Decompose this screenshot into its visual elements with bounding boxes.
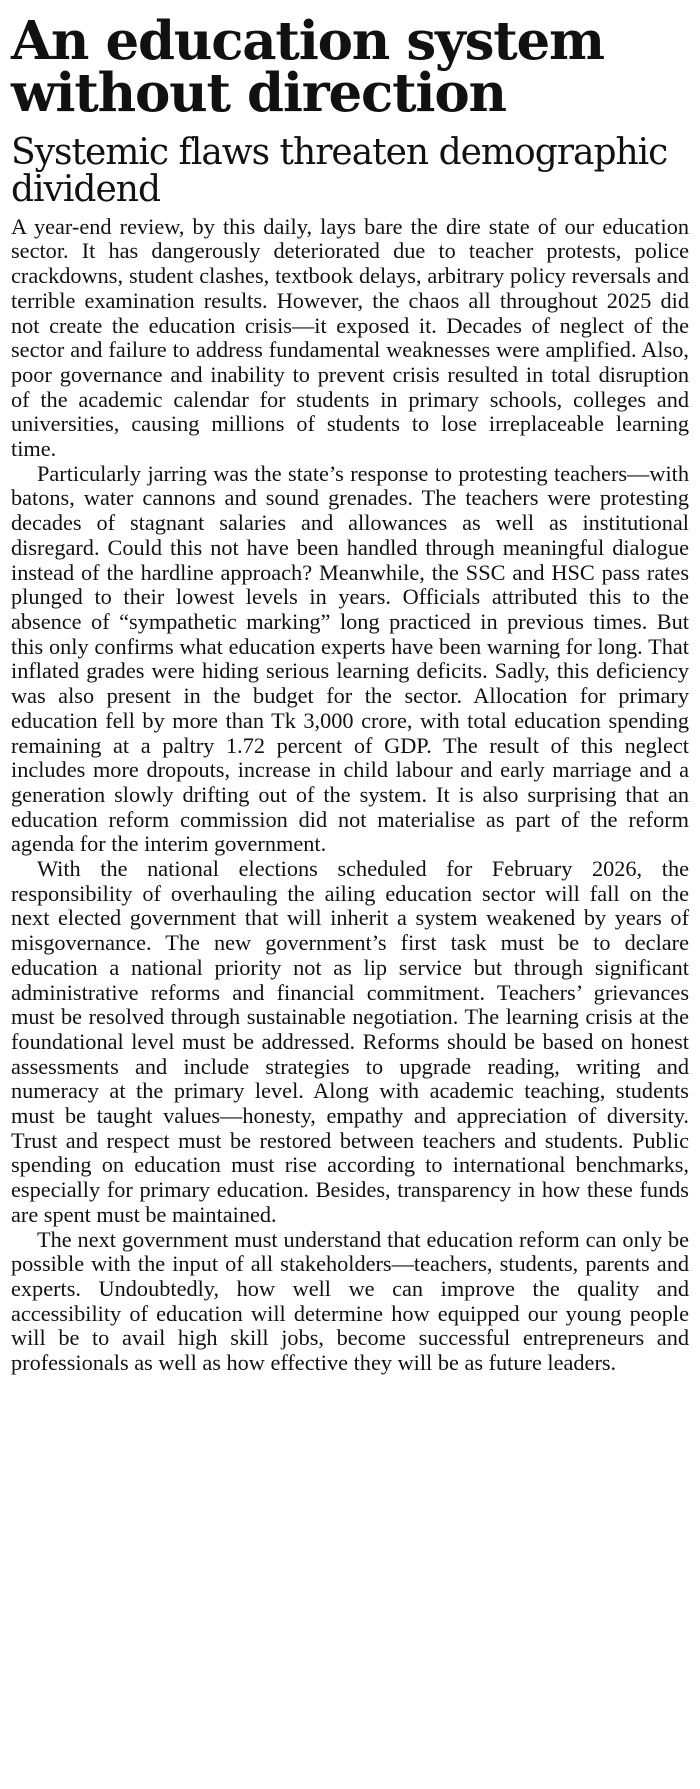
subheadline: Systemic flaws threaten demographic dividend bbox=[11, 131, 668, 211]
headline: An education system without direction bbox=[11, 10, 604, 124]
body-paragraph-2: Particularly jarring was the state’s response to protesting teachers—with batons, water cannons and sound grenades. The teachers were protesting decades of stagnant salaries and allowances as well as institutional disregard. Could this not have been handled through meaningful dialogue instead of the hardline approach? Meanwhile, the SSC and HSC pass rates plunged to their lowest levels in years. Officials attributed this to the absence of “sympathetic marking” long practiced in previous times. But this only confirms what education experts have been warning for long. That inflated grades were hiding serious learning deficits. Sadly, this deficiency was also present in the budget for the sector. Allocation for primary education fell by more than Tk 3,000 crore, with total education spending remaining at a paltry 1.72 percent of GDP. The result of this neglect includes more dropouts, increase in child labour and early marriage and a generation slowly drifting out of the system. It is also surprising that an education reform commission did not materialise as part of the reform agenda for the interim government. bbox=[11, 460, 689, 857]
body-paragraph-1: A year-end review, by this daily, lays bare the dire state of our education sector. It has dangerously deteriorated due to teacher protests, police crackdowns, student clashes, textbook delays, arbitrary policy reversals and terrible examination results. However, the chaos all throughout 2025 did not create the education crisis—it exposed it. Decades of neglect of the sector and failure to address fundamental weaknesses were amplified. Also, poor governance and inability to prevent crisis resulted in total disruption of the academic calendar for students in primary schools, colleges and universities, causing millions of students to lose irreplaceable learning time. bbox=[11, 213, 689, 462]
article-body bbox=[11, 215, 689, 1376]
body-paragraph-4: The next government must understand that education reform can only be possible with the input of all stakeholders—teachers, students, parents and experts. Undoubtedly, how well we can improve the quality and accessibility of education will determine how equipped our young people will be to avail high skill jobs, become successful entrepreneurs and professionals as well as how effective they will be as future leaders. bbox=[11, 1226, 689, 1376]
body-paragraph-3: With the national elections scheduled for February 2026, the responsibility of overhauling the ailing education sector will fall on the next elected government that will inherit a system weakened by years of misgovernance. The new government’s first task must be to declare education a national priority not as lip service but through significant administrative reforms and financial commitment. Teachers’ grievances must be resolved through sustainable negotiation. The learning crisis at the foundational level must be addressed. Reforms should be based on honest assessments and include strategies to upgrade reading, writing and numeracy at the primary level. Along with academic teaching, students must be taught values—honesty, empathy and appreciation of diversity. Trust and respect must be restored between teachers and students. Public spending on education must rise according to international benchmarks, especially for primary education. Besides, transparency in how these funds are spent must be maintained. bbox=[11, 856, 689, 1227]
